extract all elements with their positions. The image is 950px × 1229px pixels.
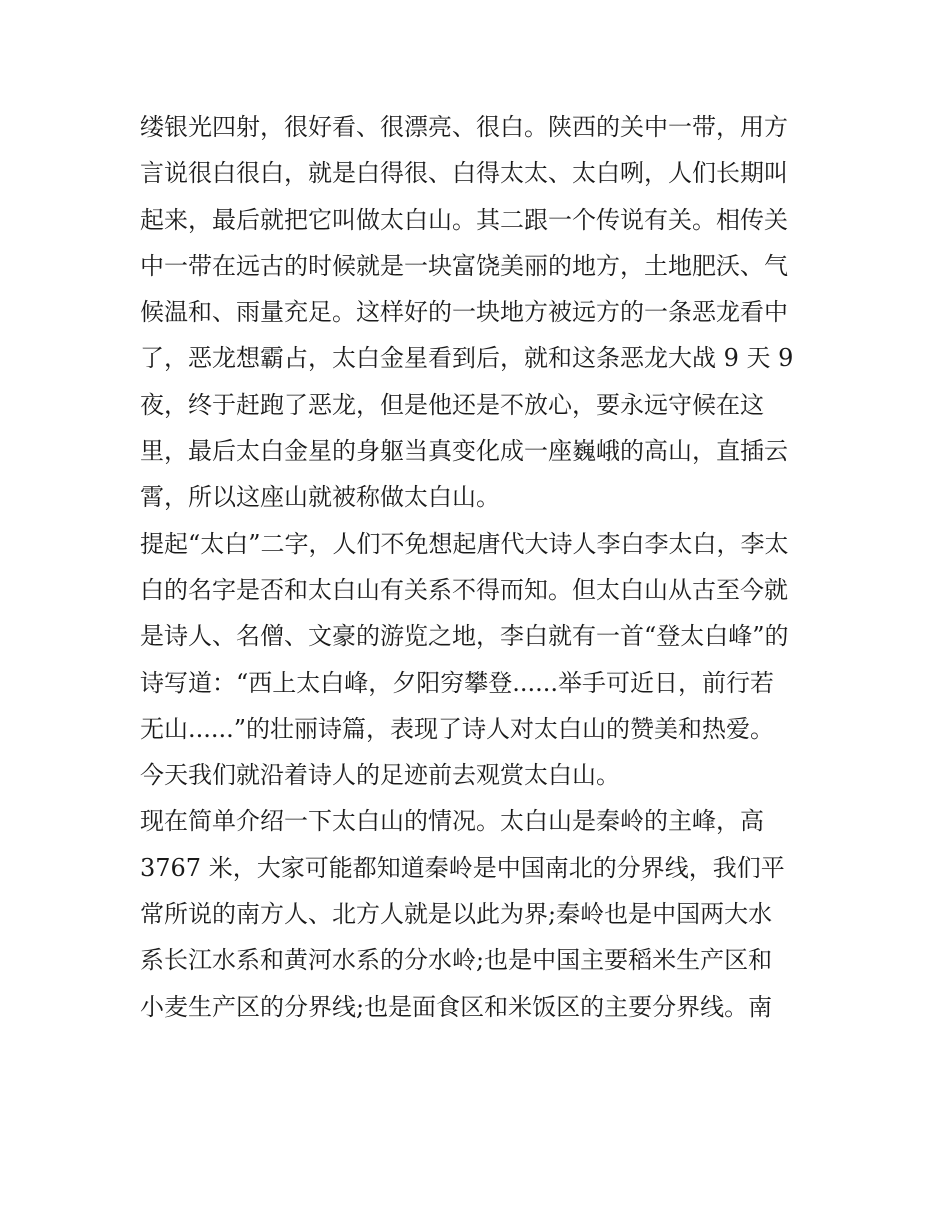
text-line: 小麦生产区的分界线;也是面食区和米饭区的主要分界线。南 (140, 992, 773, 1021)
text-line: 夜，终于赶跑了恶龙，但是他还是不放心，要永远守候在这 (140, 390, 764, 419)
text-line: 无山......”的壮丽诗篇，表现了诗人对太白山的赞美和热爱。 (140, 714, 775, 743)
text-line: 霄，所以这座山就被称做太白山。 (140, 483, 500, 512)
text-line: 里，最后太白金星的身躯当真变化成一座巍峨的高山，直插云 (140, 437, 788, 466)
text-line: 诗写道：“西上太白峰，夕阳穷攀登......举手可近日，前行若 (140, 668, 775, 697)
text-line: 言说很白很白，就是白得很、白得太太、太白咧，人们长期叫 (140, 159, 788, 188)
text-line: 提起“太白”二字，人们不免想起唐代大诗人李白李太白，李太 (140, 529, 789, 558)
body-text (140, 104, 820, 1030)
text-line: 白的名字是否和太白山有关系不得而知。但太白山从古至今就 (140, 575, 788, 604)
text-line: 起来，最后就把它叫做太白山。其二跟一个传说有关。相传关 (140, 205, 788, 234)
text-line: 是诗人、名僧、文豪的游览之地，李白就有一首“登太白峰”的 (140, 622, 789, 651)
text-line: 今天我们就沿着诗人的足迹前去观赏太白山。 (140, 761, 620, 790)
text-line: 了，恶龙想霸占，太白金星看到后，就和这条恶龙大战 9 天 9 (140, 344, 794, 373)
text-line: 缕银光四射，很好看、很漂亮、很白。陕西的关中一带，用方 (140, 113, 788, 141)
text-line: 现在简单介绍一下太白山的情况。太白山是秦岭的主峰，高 (140, 807, 764, 836)
text-line: 3767 米，大家可能都知道秦岭是中国南北的分界线，我们平 (140, 853, 785, 882)
text-line: 常所说的南方人、北方人就是以此为界;秦岭也是中国两大水 (140, 900, 773, 929)
text-line: 候温和、雨量充足。这样好的一块地方被远方的一条恶龙看中 (140, 298, 788, 327)
text-line: 系长江水系和黄河水系的分水岭;也是中国主要稻米生产区和 (140, 946, 773, 975)
text-line: 中一带在远古的时候就是一块富饶美丽的地方，土地肥沃、气 (140, 251, 788, 280)
